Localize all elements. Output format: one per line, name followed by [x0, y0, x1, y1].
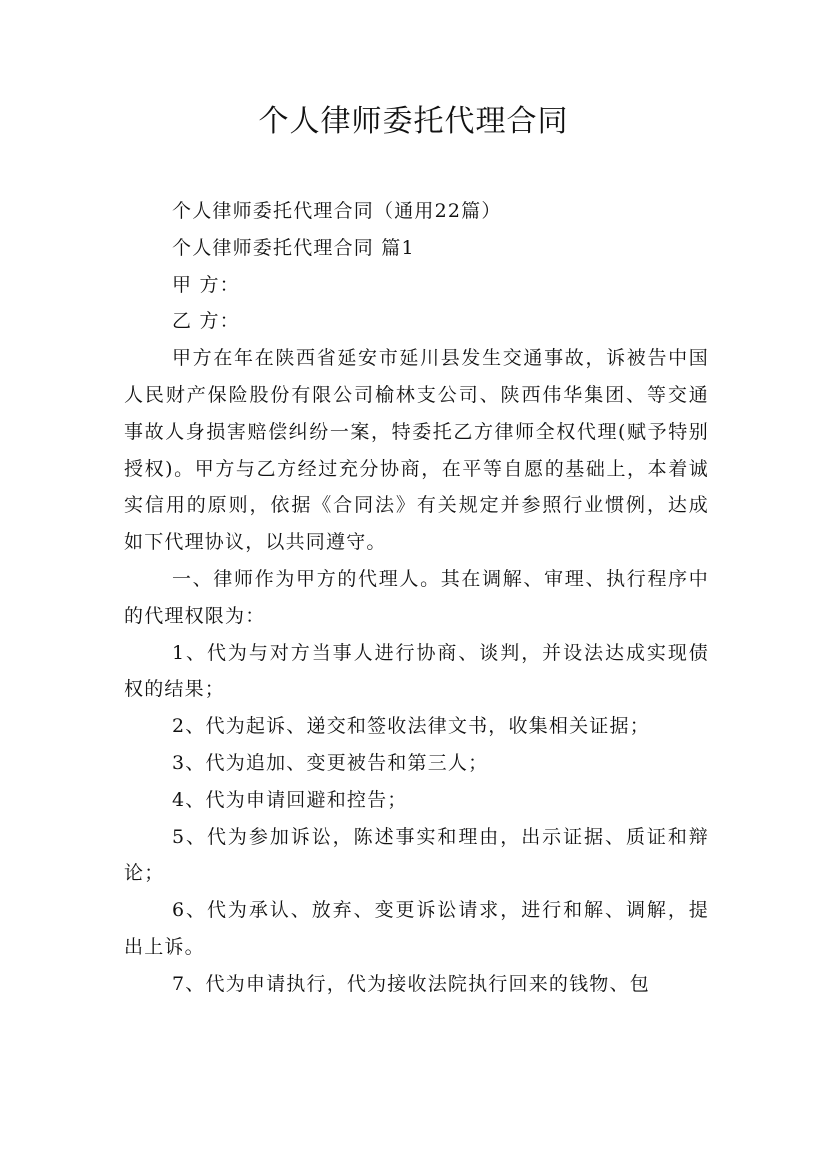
paragraph: 1、代为与对方当事人进行协商、谈判，并设法达成实现债权的结果； — [124, 641, 709, 701]
paragraph: 一、律师作为甲方的代理人。其在调解、审理、执行程序中的代理权限为： — [124, 567, 709, 627]
document-body — [124, 193, 709, 1003]
paragraph: 5、代为参加诉讼，陈述事实和理由，出示证据、质证和辩论； — [124, 825, 709, 885]
paragraph: 6、代为承认、放弃、变更诉讼请求，进行和解、调解，提出上诉。 — [124, 899, 709, 958]
paragraph: 4、代为申请回避和控告； — [172, 788, 408, 811]
paragraph: 甲方在年在陕西省延安市延川县发生交通事故，诉被告中国人民财产保险股份有限公司榆林支公司、陕西伟华集团、等交通事故人身损害赔偿纠纷一案，特委托乙方律师全权代理(赋予特别授权)。甲方与乙方经过充分协商，在平等自愿的基础上，本着诚实信用的原则，依据《合同法》有关规定并参照行业惯例，达成如下代理协议，以共同遵守。 — [124, 347, 709, 554]
paragraph: 2、代为起诉、递交和签收法律文书，收集相关证据； — [172, 715, 650, 738]
paragraph: 乙 方： — [172, 310, 240, 333]
paragraph: 7、代为申请执行，代为接收法院执行回来的钱物、包 — [172, 972, 650, 995]
paragraph: 个人律师委托代理合同 篇1 — [172, 236, 415, 259]
paragraph: 3、代为追加、变更被告和第三人； — [172, 751, 489, 774]
paragraph: 甲 方： — [172, 273, 240, 296]
paragraph: 个人律师委托代理合同（通用22篇） — [172, 200, 502, 222]
document-title: 个人律师委托代理合同 — [258, 104, 569, 139]
